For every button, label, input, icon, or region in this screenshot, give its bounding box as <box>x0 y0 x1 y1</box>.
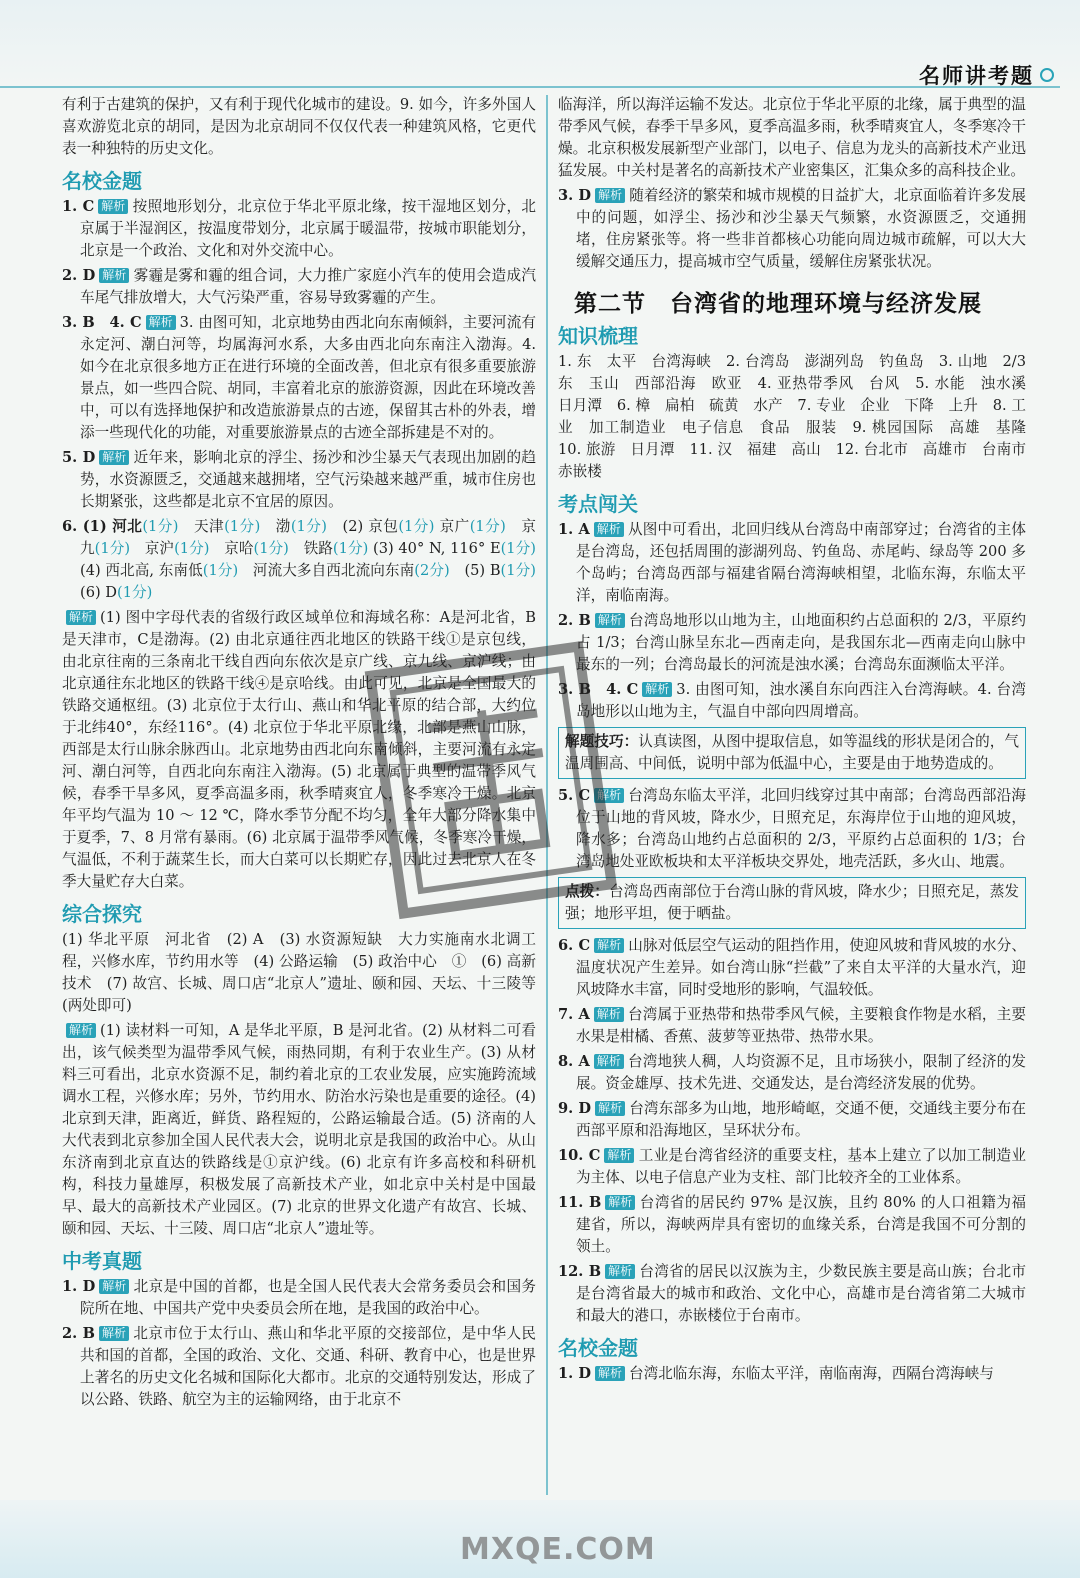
score: (1分) <box>500 540 536 557</box>
knowledge-paragraph: 1. 东 太平 台湾海峡 2. 台湾岛 澎湖列岛 钓鱼岛 3. 山地 2/3 东 玉山 西部沿海 欧亚 4. 亚热带季风 台风 5. 水能 浊水溪 日月潭 6. 樟 扁柏 硫黄 水产 7. 专业 企业 下降 上升 8. 工业 加工制造业 电子信息 食品 服装 9. 桃园国际 高雄 基隆 10. 旅游 日月潭 11. 汉 福建 高山 12. 台北市 高雄市 台南市 赤嵌楼 <box>558 353 1041 480</box>
analysis-tag: 解析 <box>99 450 129 465</box>
answer-number: 3. B 4. C <box>558 681 639 698</box>
analysis-tag: 解析 <box>594 788 624 803</box>
answer-number: 3. D <box>558 187 592 204</box>
answer-text: (6) D <box>80 584 118 601</box>
continued-paragraph: 临海洋，所以海洋运输不发达。北京位于华北平原的北缘，属于典型的温带季风气候，春季干旱多风，夏季高温多雨，秋季晴爽宜人，冬季寒冷干燥。北京积极发展新型产业部门，以电子、信息为龙头的高新技术产业迅猛发展。中关村是著名的高新技术产业密集区，汇集众多的高科技企业。 <box>558 96 1026 179</box>
answer-number: 6. C <box>558 937 591 954</box>
tip-text: 认真读图，从图中提取信息，如等温线的形状是闭合的，气温周围高、中间低，说明中部为低温中心，主要是由于地势造成的。 <box>565 733 1019 772</box>
answer-number: 5. D <box>62 449 96 466</box>
analysis-tag: 解析 <box>594 1054 624 1069</box>
tip-label: 解题技巧： <box>565 733 639 750</box>
answer-text: (2) 京包 <box>342 518 399 535</box>
tip-box <box>558 727 1026 779</box>
answer-number: 1. C <box>62 198 95 215</box>
analysis-tag: 解析 <box>98 199 128 214</box>
answer-item <box>558 679 1026 723</box>
section-title: 名校金题 <box>558 1336 638 1360</box>
answer-text: 3. 由图可知，北京地势由西北向东南倾斜，主要河流有永定河、潮白河等，均属海河水系，大多由西北向东南注入渤海。4. 如今在北京很多地方正在进行环境的全面改善，但北京有很多重要旅游景点，如一些四合院、胡同，丰富着北京的旅游资源，因此在环境改善中，可以有选择地保护和改造旅游景点的古迹，保留其古朴的外表，增添一些现代化的功能，对重要旅游景点的古迹全部拆建是不对的。 <box>80 314 536 441</box>
tip-text: 台湾岛西南部位于台湾山脉的背风坡，降水少；日照充足，蒸发强；地形平坦，便于晒盐。 <box>565 883 1019 922</box>
answer-text: 台湾省的居民以汉族为主，少数民族主要是高山族；台北市是台湾省最大的城市和政治、文化中心，高雄市是台湾省第二大城市和最大的港口，赤嵌楼位于台南市。 <box>576 1263 1026 1324</box>
answer-text: 3. 由图可知，浊水溪自东向西注入台湾海峡。4. 台湾岛地形以山地为主，气温自中部向四周增高。 <box>576 681 1026 720</box>
answer-item <box>62 265 536 309</box>
answer-number: 12. B <box>558 1263 602 1280</box>
answer-number: 1. D <box>558 1365 591 1382</box>
answer-item <box>558 785 1026 873</box>
section-title: 综合探究 <box>62 902 142 926</box>
section-title: 知识梳理 <box>558 324 638 348</box>
header-band <box>0 0 1080 92</box>
answer-text: 天津 <box>194 518 225 535</box>
analysis-paragraph <box>62 1020 536 1240</box>
score: (1分) <box>398 518 435 535</box>
answer-item <box>558 1145 1026 1189</box>
answer-text: 从图中可看出，北回归线从台湾岛中南部穿过；台湾省的主体是台湾岛，还包括周围的澎湖列岛、钓鱼岛、赤尾屿、绿岛等 200 多个岛屿；台湾岛西部与福建省隔台湾海峡相望，北临东海，东临太平洋，南临南海。 <box>576 521 1026 604</box>
answer-number: 2. D <box>62 267 96 284</box>
analysis-tag: 解析 <box>99 1279 129 1294</box>
answer-item <box>558 1363 1026 1385</box>
answer-text: 台湾北临东海，东临太平洋，南临南海，西隔台湾海峡与 <box>629 1365 994 1382</box>
score: (1分) <box>142 518 179 535</box>
answer-number: 1. D <box>62 1278 96 1295</box>
score: (2分) <box>414 562 450 579</box>
answer-text: 随着经济的繁荣和城市规模的日益扩大，北京面临着许多发展中的问题，如浮尘、扬沙和沙尘暴天气频繁，水资源匮乏，交通拥堵，住房紧张等。将一些非首都核心功能向周边城市疏解，可以大大缓解交通压力，提高城市空气质量，缓解住房紧张状况。 <box>576 187 1026 270</box>
score: (1分) <box>332 540 369 557</box>
answer-item <box>558 185 1026 273</box>
answer-item <box>558 1192 1026 1258</box>
analysis-tag: 解析 <box>642 682 672 697</box>
analysis-tag: 解析 <box>595 188 625 203</box>
answer-text: 渤 <box>275 518 291 535</box>
analysis-tag: 解析 <box>605 1264 635 1279</box>
answer-number: 7. A <box>558 1006 590 1023</box>
score: (1分) <box>224 518 261 535</box>
answer-text: 工业是台湾省经济的重要支柱，基本上建立了以加工制造业为主体、以电子信息产业为支柱、部门比较齐全的工业体系。 <box>576 1147 1026 1186</box>
answer-number: 9. D <box>558 1100 592 1117</box>
answer-item <box>558 1051 1026 1095</box>
answer-item <box>62 1323 536 1411</box>
tip-box <box>558 877 1026 929</box>
analysis-tag: 解析 <box>595 613 625 628</box>
answer-paragraph: (1) 华北平原 河北省 (2) A (3) 水资源短缺 大力实施南水北调工程，兴修水库，节约用水等 (4) 公路运输 (5) 政治中心 ① (6) 高新技术 (7) 故宫、长城、周口店“北京人”遗址、颐和园、天坛、十三陵等(两处即可) <box>62 931 536 1014</box>
analysis-tag: 解析 <box>594 1007 624 1022</box>
answer-text: 台湾地狭人稠，人均资源不足，且市场狭小，限制了经济的发展。资金雄厚、技术先进、交通发达，是台湾经济发展的优势。 <box>576 1053 1026 1092</box>
answer-text: 台湾岛地形以山地为主，山地面积约占总面积的 2/3，平原约占 1/3；台湾山脉呈东北—西南走向，是我国东北—西南走向山脉中最东的一列；台湾岛最长的河流是浊水溪；台湾岛东面濒临太平洋。 <box>576 612 1026 673</box>
answer-text: 北京是中国的首都，也是全国人民代表大会常务委员会和国务院所在地、中国共产党中央委员会所在地，是我国的政治中心。 <box>80 1278 536 1317</box>
analysis-tag: 解析 <box>595 1366 625 1381</box>
answer-text: 北京市位于太行山、燕山和华北平原的交接部位，是中华人民共和国的首都，全国的政治、文化、交通、科研、教育中心，也是世界上著名的历史文化名城和国际化大都市。北京的交通特别发达，形成了以公路、铁路、航空为主的运输网络，由于北京不 <box>80 1325 536 1408</box>
site-watermark: MXQE.COM <box>460 1532 656 1567</box>
section-title: 考点闯关 <box>558 492 638 516</box>
answer-item <box>62 312 536 444</box>
answer-text: 山脉对低层空气运动的阻挡作用，使迎风坡和背风坡的水分、温度状况产生差异。如台湾山脉“拦截”了来自太平洋的大量水汽，迎风坡降水丰富，同时受地形的影响，气温较低。 <box>576 937 1026 998</box>
answer-text: 台湾岛东临太平洋，北回归线穿过其中南部；台湾岛西部沿海位于山地的背风坡，降水少，日照充足，东海岸位于山地的迎风坡，降水多；台湾岛山地约占总面积的 2/3，平原约占总面积的 1/3；台湾岛地处亚欧板块和太平洋板块交界处，地壳活跃，多火山、地震。 <box>576 787 1026 870</box>
header-dot-icon <box>1040 68 1054 82</box>
answer-text: 台湾省的居民约 97% 是汉族，且约 80% 的人口祖籍为福建省，所以，海峡两岸具有密切的血缘关系，台湾是我国不可分割的领土。 <box>576 1194 1026 1255</box>
answer-number: 1. A <box>558 521 590 538</box>
analysis-tag: 解析 <box>594 938 624 953</box>
analysis-tag: 解析 <box>99 1326 129 1341</box>
answer-text: 河流大多自西北流向东南 <box>252 562 415 579</box>
analysis-tag: 解析 <box>146 315 176 330</box>
answer-number: 5. C <box>558 787 591 804</box>
analysis-tag: 解析 <box>99 268 129 283</box>
answer-text: 雾霾是雾和霾的组合词，大力推广家庭小汽车的使用会造成汽车尾气排放增大，大气污染严重，容易导致雾霾的产生。 <box>80 267 536 306</box>
answer-text: 台湾东部多为山地，地形崎岖，交通不便，交通线主要分布在西部平原和沿海地区，呈环状分布。 <box>576 1100 1026 1139</box>
score: (1分) <box>202 562 239 579</box>
intro-paragraph: 有利于古建筑的保护，又有利于现代化城市的建设。9. 如今，许多外国人喜欢游览北京的胡同，是因为北京胡同不仅仅代表一种建筑风格，它更代表一种独特的历史文化。 <box>62 96 536 157</box>
answer-text: 6. (1) 河北 <box>62 518 143 535</box>
answer-number: 10. C <box>558 1147 601 1164</box>
analysis-tag: 解析 <box>66 610 96 625</box>
analysis-tag: 解析 <box>594 522 624 537</box>
section-title: 名校金题 <box>62 169 142 193</box>
answer-number: 3. B 4. C <box>62 314 142 331</box>
answer-text: 京沪 <box>144 540 175 557</box>
analysis-tag: 解析 <box>605 1195 635 1210</box>
answer-text: (3) 40° N, 116° E <box>373 540 501 557</box>
analysis-tag: 解析 <box>604 1148 634 1163</box>
answer-item <box>558 1098 1026 1142</box>
answer-item <box>558 935 1026 1001</box>
answer-item <box>558 1004 1026 1048</box>
answer-item <box>558 519 1026 607</box>
answer-number: 11. B <box>558 1194 602 1211</box>
answer-item <box>558 1261 1026 1327</box>
analysis-text: (1) 读材料一可知，A 是华北平原，B 是河北省。(2) 从材料二可看出，该气候类型为温带季风气候，雨热同期，有利于农业生产。(3) 从材料三可看出，北京水资源不足，制约着北京的工农业发展，应实施跨流域调水工程，兴修水库；另外，节约用水、防治水污染也是重要的途径。(4) 北京到天津，距离近，鲜货、路程短的，公路运输最合适。(5) 济南的人大代表到北京参加全国人民代表大会，说明北京是我国的政治中心。从山东济南到北京直达的铁路线是①京沪线。(6) 北京有许多高校和科研机构，科技力量雄厚，积极发展了高新技术产业，如北京中关村是中国最早、最大的高新技术产业园区。(7) 北京的世界文化遗产有故宫、长城、颐和园、天坛、十三陵、周口店“北京人”遗址等。 <box>62 1022 536 1237</box>
analysis-tag: 解析 <box>595 1101 625 1116</box>
answer-text: 按照地形划分，北京位于华北平原北缘，按干湿地区划分，北京属于半湿润区，按温度带划分，北京属于暖温带，按城市职能划分，北京是一个政治、文化和对外交流中心。 <box>80 198 536 259</box>
answer-text: 台湾属于亚热带和热带季风气候，主要粮食作物是水稻，主要水果是柑橘、香蕉、菠萝等亚热带、热带水果。 <box>576 1006 1026 1045</box>
analysis-text: (1) 图中字母代表的省级行政区域单位和海域名称：A是河北省，B是天津市，C是渤海。(2) 由北京通往西北地区的铁路干线①是京包线，由北京往南的三条南北干线自西向东依次是京广线、京九线、京沪线；由北京通往东北地区的铁路干线④是京哈线。由此可见，北京是全国最大的铁路交通枢纽。(3) 北京位于太行山、燕山和华北平原的结合部，大约位于北纬40°，东经116°。(4) 北京位于华北平原北缘，北部是燕山山脉，西部是太行山脉余脉西山。北京地势由西北向东南倾斜，主要河流有永定河、潮白河等，自西北向东南注入渤海。(5) 北京属于典型的温带季风气候，春季干旱多风，夏季高温多雨，秋季晴爽宜人，冬季寒冷干燥。北京年平均气温为 10 ～ 12 ℃，降水季节分配不均匀，全年大部分降水集中于夏季，7、8 月常有暴雨。(6) 北京属于温带季风气候，冬季寒冷干燥，气温低，不利于蔬菜生长，而大白菜可以长期贮存，因此过去北京人在冬季大量贮存大白菜。 <box>62 609 536 890</box>
analysis-tag: 解析 <box>66 1023 96 1038</box>
score: (1分) <box>469 518 506 535</box>
answer-text: (5) B <box>464 562 501 579</box>
answer-text: 京哈 <box>224 540 254 557</box>
answer-number: 2. B <box>62 1325 95 1342</box>
tip-label: 点拨： <box>565 883 609 900</box>
score: (1分) <box>174 540 210 557</box>
answer-text: 京广 <box>439 518 470 535</box>
section-title: 中考真题 <box>62 1249 142 1273</box>
chapter-title: 第二节 台湾省的地理环境与经济发展 <box>574 291 982 317</box>
answer-item-q6 <box>62 516 536 604</box>
score: (1分) <box>94 540 131 557</box>
answer-number: 2. B <box>558 612 591 629</box>
answer-text: 京九 <box>80 518 536 557</box>
score: (1分) <box>253 540 289 557</box>
header-rule <box>0 86 1060 88</box>
stamp-watermark-icon <box>359 635 623 924</box>
answer-text: (4) 西北高, 东南低 <box>80 562 203 579</box>
header-title: 名师讲考题 <box>919 64 1034 88</box>
answer-item <box>62 196 536 262</box>
answer-text: 近年来，影响北京的浮尘、扬沙和沙尘暴天气表现出加剧的趋势，水资源匮乏，交通越来越拥堵，空气污染越来越严重，城市住房也长期紧张，这些都是北京不宜居的原因。 <box>80 449 536 510</box>
score: (1分) <box>290 518 327 535</box>
answer-text: 铁路 <box>303 540 333 557</box>
answer-item <box>62 1276 536 1320</box>
score: (1分) <box>117 584 153 601</box>
right-column <box>558 94 1041 1388</box>
score: (1分) <box>500 562 536 579</box>
answer-number: 8. A <box>558 1053 590 1070</box>
answer-item <box>62 447 536 513</box>
answer-item <box>558 610 1026 676</box>
